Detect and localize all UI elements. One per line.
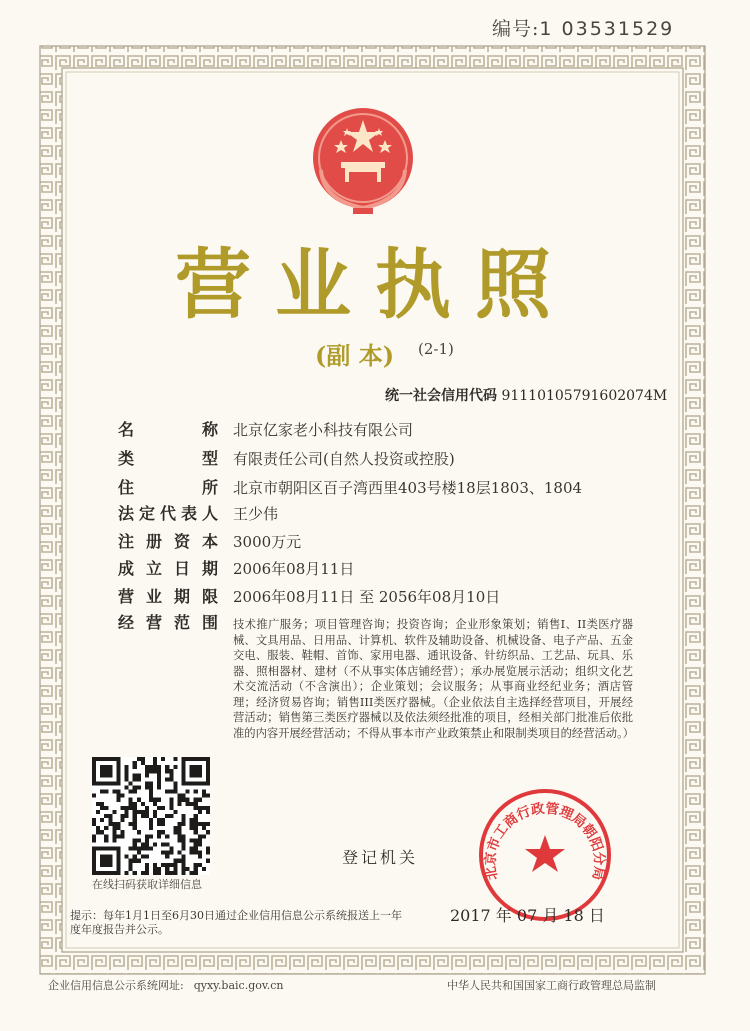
field-label: 类型 xyxy=(118,449,218,468)
footer-website-label: 企业信用信息公示系统网址: xyxy=(48,979,184,992)
field-value: 王少伟 xyxy=(233,505,279,523)
document-title: 营业执照 xyxy=(175,240,575,329)
business-scope-text: 技术推广服务；项目管理咨询；投资咨询；企业形象策划；销售I、II类医疗器械、文具用品、日用品、计算机、软件及辅助设备、机械设备、电子产品、五金交电、服装、鞋帽、首饰、家用电器、通讯设备、针纺织品、工艺品、玩具、乐器、照相器材、建材（不从事实体店铺经营）；承办展览展示活动；组织文化艺术交流活动（不含演出）；企业策划；会议服务；从事商业经纪业务；酒店管理；经济贸易咨询；销售III类医疗器械。（企业依法自主选择经营项目，开展经营活动；销售第三类医疗器械以及依法须经批准的项目，经相关部门批准后依批准的内容开展经营活动；不得从事本市产业政策禁止和限制类项目的经营活动。） xyxy=(233,618,635,740)
credit-code xyxy=(385,385,667,405)
field-row-legal-representative xyxy=(118,501,278,527)
field-value: 2006年08月11日 至 2056年08月10日 xyxy=(233,588,501,606)
registration-authority: 登记机关 xyxy=(342,848,419,867)
field-row-established-date xyxy=(118,556,354,582)
qr-caption: 在线扫码获取详细信息 xyxy=(92,878,202,891)
serial-number xyxy=(492,14,674,41)
field-value: 北京亿家老小科技有限公司 xyxy=(233,421,414,439)
field-label: 经营范围 xyxy=(118,613,218,632)
registration-date: 2017 年 07 月 18 日 xyxy=(450,906,605,925)
field-row-address xyxy=(118,475,582,501)
field-label: 注册资本 xyxy=(118,532,218,551)
serial-label: 编号: xyxy=(492,18,540,40)
field-label: 住所 xyxy=(118,478,218,497)
credit-code-label: 统一社会信用代码 xyxy=(385,388,497,404)
serial-value: 1 03531529 xyxy=(539,18,675,40)
field-row-business-term xyxy=(118,584,500,610)
field-row-name xyxy=(118,417,413,443)
footer-website xyxy=(48,977,284,993)
seal-text: 北京市工商行政管理局朝阳分局 xyxy=(482,800,608,882)
seal-star-icon xyxy=(525,835,565,872)
field-value: 3000万元 xyxy=(233,533,302,551)
field-label: 营业期限 xyxy=(118,587,218,606)
field-value: 北京市朝阳区百子湾西里403号楼18层1803、1804 xyxy=(233,479,583,497)
annual-report-tip: 提示：每年1月1日至6月30日通过企业信用信息公示系统报送上一年度年度报告并公示。 xyxy=(70,909,402,936)
field-value: 2006年08月11日 xyxy=(233,560,355,578)
footer-website-url[interactable]: qyxy.baic.gov.cn xyxy=(193,979,284,992)
field-value: 有限责任公司(自然人投资或控股) xyxy=(233,450,455,468)
field-row-type xyxy=(118,446,455,472)
field-label: 名称 xyxy=(118,420,218,439)
field-label: 法定代表人 xyxy=(118,504,218,523)
footer-supervisor: 中华人民共和国国家工商行政管理总局监制 xyxy=(447,979,656,992)
field-label: 成立日期 xyxy=(118,559,218,578)
field-row-business-scope xyxy=(118,610,218,636)
copy-label: (副 本) xyxy=(315,341,395,370)
copy-note: (2-1) xyxy=(418,340,454,358)
field-row-registered-capital xyxy=(118,529,301,555)
qr-code[interactable] xyxy=(92,757,210,875)
credit-code-value: 91110105791602074M xyxy=(501,388,668,404)
national-emblem-icon xyxy=(303,100,423,220)
